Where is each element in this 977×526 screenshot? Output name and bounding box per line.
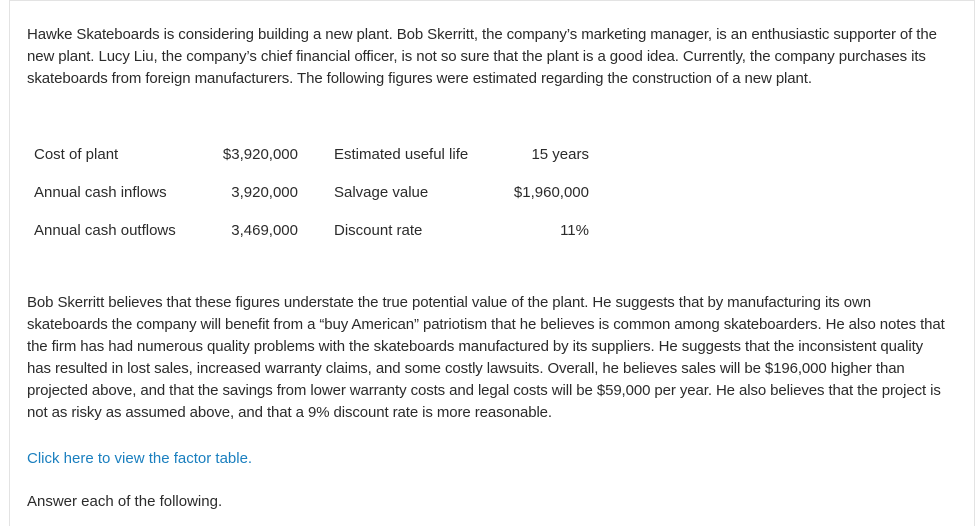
table-value: $1,960,000	[513, 184, 589, 201]
table-value: 11%	[560, 222, 589, 239]
table-label: Annual cash inflows	[34, 184, 167, 201]
table-label: Cost of plant	[34, 146, 119, 163]
table-label: Annual cash outflows	[34, 222, 176, 239]
factor-table-link[interactable]: Click here to view the factor table.	[27, 450, 253, 467]
table-label: Estimated useful life	[334, 146, 469, 163]
body-paragraph: Bob Skerritt believes that these figures understate the true potential value of the plant. He suggests that by manufacturing its own skateboards the company will benefit from a “buy American” patriotism that he believes is common among skateboarders. He also notes that the firm has had numerous quality problems with the skateboards manufactured by its suppliers. He suggests that the inconsistent quality has resulted in lost sales, increased warranty claims, and some costly lawsuits. Overall, he believes sales will be $196,000 higher than projected above, and that the savings from lower warranty costs and legal costs will be $59,000 per year. He also believes that the project is not as risky as assumed above, and that a 9% discount rate is more reasonable.	[27, 294, 945, 421]
table-label: Salvage value	[334, 184, 429, 201]
answer-prompt: Answer each of the following.	[27, 493, 223, 510]
table-value: 15 years	[531, 146, 589, 163]
table-value: $3,920,000	[222, 146, 298, 163]
intro-paragraph: Hawke Skateboards is considering building a new plant. Bob Skerritt, the company’s marketing manager, is an enthusiastic supporter of the new plant. Lucy Liu, the company’s chief financial officer, is not so sure that the plant is a good idea. Currently, the company purchases its skateboards from foreign manufacturers. The following figures were estimated regarding the construction of a new plant.	[27, 26, 937, 87]
table-value: 3,920,000	[231, 184, 298, 201]
table-label: Discount rate	[334, 222, 423, 239]
table-value: 3,469,000	[231, 222, 298, 239]
